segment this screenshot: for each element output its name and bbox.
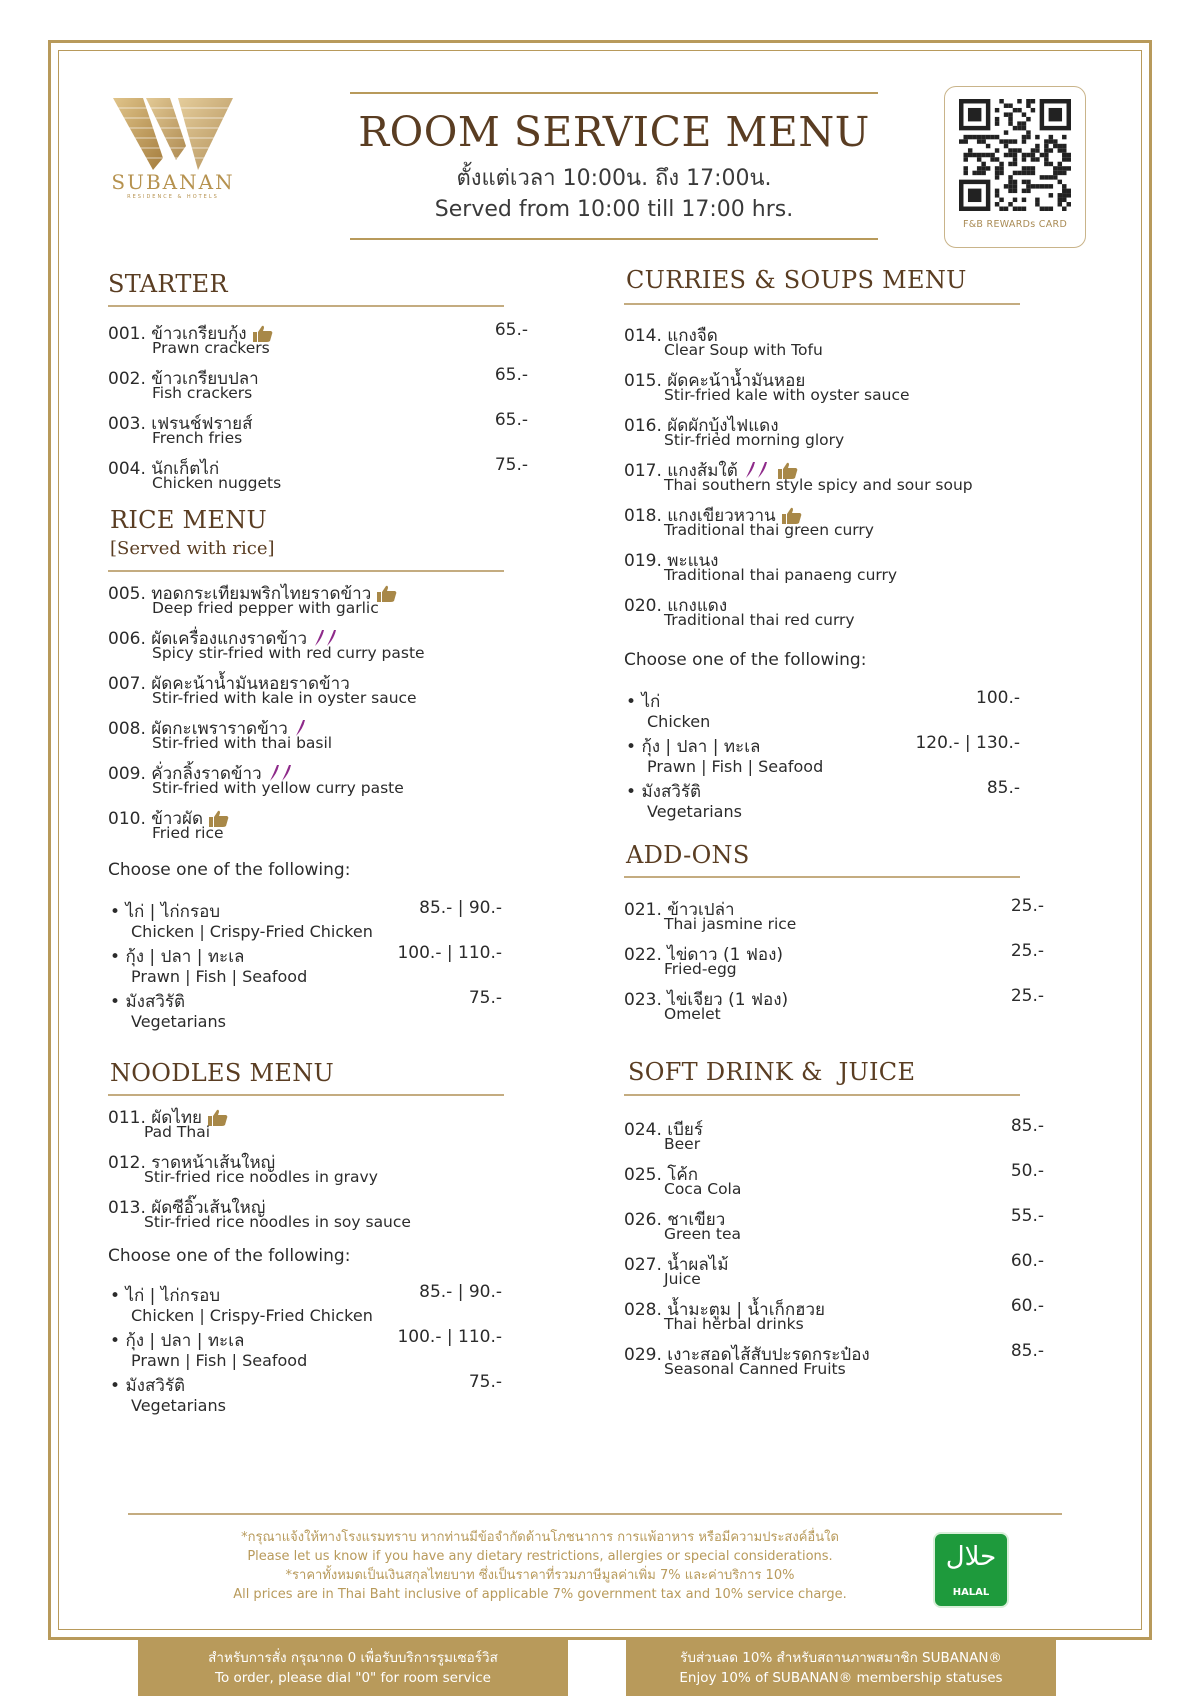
menu-item [624,1296,1044,1340]
option-english: Vegetarians [131,1012,226,1031]
item-english-name: Clear Soup with Tofu [664,341,823,359]
menu-item [108,805,528,849]
curries-title: CURRIES & SOUPS MENU [626,266,967,294]
item-code: 024. [624,1120,662,1140]
item-code: 006. [108,629,146,649]
item-english-name: Thai herbal drinks [664,1315,804,1333]
option-thai-label: กุ้ง | ปลา | ทะเล [125,1331,245,1351]
footer-rule [128,1513,1062,1515]
item-english-name: Prawn crackers [152,339,270,357]
halal-badge-icon [933,1532,1009,1608]
item-english-name: Omelet [664,1005,721,1023]
hours-thai: ตั้งแต่เวลา 10:00น. ถึง 17:00น. [456,166,772,191]
item-english-name: Stir-fried rice noodles in soy sauce [144,1213,411,1231]
item-english-name: Fried rice [152,824,224,842]
option-thai-label: มังสวิรัติ [125,992,186,1012]
option-thai: • กุ้ง | ปลา | ทะเล [110,1331,245,1351]
item-thai-name: ข้าวเกรียบกุ้ง [151,324,247,344]
item-english-name: French fries [152,429,243,447]
item-english-name: Coca Cola [664,1180,742,1198]
item-code: 015. [624,371,662,391]
item-english-name: Beer [664,1135,701,1153]
protein-option [626,733,1020,779]
item-thai-name: ข้าวเปล่า [667,900,735,920]
menu-item [624,941,1044,985]
addons-title: ADD-ONS [626,841,750,869]
item-price: 85.- [1010,1341,1044,1361]
menu-item [624,896,1044,940]
item-english-name: Stir-fried rice noodles in gravy [144,1168,378,1186]
qr-code-icon[interactable] [959,99,1071,211]
addons-rule [624,876,1020,878]
menu-item [624,592,1044,636]
item-code: 005. [108,584,146,604]
protein-option [626,778,1020,824]
recommended-thumb-icon [377,585,397,602]
item-english-name: Stir-fried with thai basil [152,734,333,752]
item-thai-name: พะแนง [667,551,719,571]
membership-banner-th: รับส่วนลด 10% สำหรับสถานภาพสมาชิก SUBANAN® [680,1650,1002,1666]
brand-name: SUBANAN [111,170,235,194]
item-thai-name: ไข่เจียว (1 ฟอง) [667,990,789,1010]
item-thai-name: ราดหน้าเส้นใหญ่ [151,1153,276,1173]
item-thai-name: น้ำมะตูม | น้ำเก็กฮวย [667,1300,825,1320]
item-thai-name: ไข่ดาว (1 ฟอง) [667,945,784,965]
starter-rule [108,305,504,307]
item-english-name: Stir-fried kale with oyster sauce [664,386,910,404]
noodles-rule [108,1094,504,1096]
rice-choose-label: Choose one of the following: [108,860,351,880]
qr-label: F&B REWARDs CARD [962,219,1068,230]
item-thai-name: เฟรนช์ฟรายส์ [151,414,253,434]
item-english-name: Spicy stir-fried with red curry paste [152,644,425,662]
item-code: 020. [624,596,662,616]
drinks-rule [624,1094,1020,1096]
option-thai: • กุ้ง | ปลา | ทะเล [626,737,761,757]
item-english-name: Pad Thai [144,1123,211,1141]
item-english-name: Stir-fried with kale in oyster sauce [152,689,417,707]
item-english-name: Juice [664,1270,701,1288]
option-price: 100.- | 110.- [397,943,502,963]
rewards-qr-card[interactable] [944,86,1086,248]
item-english-name: Traditional thai panaeng curry [664,566,898,584]
option-english: Prawn | Fish | Seafood [131,967,308,986]
drinks-title: SOFT DRINK & JUICE [628,1058,916,1086]
item-code: 013. [108,1198,146,1218]
item-thai-name: แกงส้มใต้ [667,461,738,481]
curries-rule [624,303,1020,305]
item-thai-name: ผัดเครื่องแกงราดข้าว [151,629,308,649]
item-code: 011. [108,1108,146,1128]
item-code: 025. [624,1165,662,1185]
item-english-name: Fish crackers [152,384,253,402]
order-banner [138,1640,568,1696]
item-thai-name: ผัดกะเพราราดข้าว [151,719,288,739]
item-code: 009. [108,764,146,784]
item-english-name: Chicken nuggets [152,474,282,492]
item-thai-name: ผัดซีอิ๊วเส้นใหญ่ [151,1198,266,1218]
protein-option [110,898,502,944]
item-code: 017. [624,461,662,481]
option-thai: • มังสวิรัติ [110,1376,186,1396]
item-code: 007. [108,674,146,694]
item-price: 85.- [1010,1116,1044,1136]
item-thai-name: แกงจืด [667,326,718,346]
option-english: Vegetarians [131,1396,226,1415]
menu-item [108,1104,528,1148]
item-thai-name: ทอดกระเทียมพริกไทยราดข้าว [151,584,372,604]
menu-item [624,412,1044,456]
option-thai-label: กุ้ง | ปลา | ทะเล [641,737,761,757]
order-banner-en: To order, please dial "0" for room service [215,1670,491,1686]
curries-choose-label: Choose one of the following: [624,650,867,670]
item-thai-name: ผัดคะน้าน้ำมันหอย [667,371,806,391]
item-price: 50.- [1010,1161,1044,1181]
menu-item [624,322,1044,366]
menu-item [624,1161,1044,1205]
item-thai-name: เงาะสอดไส้สับปะรดกระป๋อง [667,1345,870,1365]
menu-item [108,580,528,624]
item-thai-name: ผัดคะน้าน้ำมันหอยราดข้าว [151,674,350,694]
option-price: 100.- | 110.- [397,1327,502,1347]
item-thai-name: นักเก็ตไก่ [151,459,220,479]
menu-item [108,1194,528,1238]
menu-item [624,502,1044,546]
brand-tagline: RESIDENCE & HOTELS [127,194,219,200]
option-price: 75.- [468,1372,502,1392]
menu-item [624,457,1044,501]
protein-option [110,943,502,989]
option-thai: • ไก่ [626,692,661,712]
option-thai-label: ไก่ [641,692,661,712]
menu-item [624,1251,1044,1295]
option-price: 100.- [976,688,1020,708]
item-price: 65.- [494,320,528,340]
option-price: 85.- | 90.- [419,898,502,918]
item-english-name: Stir-fried morning glory [664,431,845,449]
item-code: 002. [108,369,146,389]
item-price: 65.- [494,410,528,430]
menu-header [350,92,878,240]
item-code: 023. [624,990,662,1010]
item-thai-name: ผัดไทย [151,1108,202,1128]
option-price: 85.- [986,778,1020,798]
item-price: 65.- [494,365,528,385]
menu-item [108,715,528,759]
option-english: Chicken | Crispy-Fried Chicken [131,922,373,941]
option-price: 120.- | 130.- [915,733,1020,753]
note-price-en: All prices are in Thai Baht inclusive of applicable 7% government tax and 10% service charge. [233,1587,847,1602]
menu-item [624,1341,1044,1385]
item-code: 018. [624,506,662,526]
item-code: 014. [624,326,662,346]
item-english-name: Thai southern style spicy and sour soup [664,476,973,494]
menu-item [108,320,528,364]
item-price: 60.- [1010,1296,1044,1316]
item-price: 75.- [494,455,528,475]
item-thai-name: เบียร์ [667,1120,703,1140]
item-english-name: Thai jasmine rice [664,915,797,933]
option-thai: • ไก่ | ไก่กรอบ [110,1286,221,1306]
option-english: Prawn | Fish | Seafood [647,757,824,776]
protein-option [110,1282,502,1328]
option-thai-label: กุ้ง | ปลา | ทะเล [125,947,245,967]
item-english-name: Seasonal Canned Fruits [664,1360,846,1378]
option-english: Chicken | Crispy-Fried Chicken [131,1306,373,1325]
option-thai: • ไก่ | ไก่กรอบ [110,902,221,922]
item-english-name: Traditional thai green curry [664,521,874,539]
item-english-name: Green tea [664,1225,741,1243]
note-dietary-en: Please let us know if you have any dietary restrictions, allergies or special considerations. [247,1549,833,1564]
item-price: 60.- [1010,1251,1044,1271]
footer-notes [150,1528,930,1604]
item-price: 25.- [1010,941,1044,961]
item-code: 022. [624,945,662,965]
option-thai: • กุ้ง | ปลา | ทะเล [110,947,245,967]
item-code: 003. [108,414,146,434]
menu-item [108,365,528,409]
item-thai-name: ข้าวผัด [151,809,203,829]
item-english-name: Stir-fried with yellow curry paste [152,779,404,797]
rice-rule [108,570,504,572]
noodles-title: NOODLES MENU [110,1059,335,1087]
menu-item [108,410,528,454]
menu-item [108,670,528,714]
item-price: 55.- [1010,1206,1044,1226]
item-code: 028. [624,1300,662,1320]
menu-item [108,455,528,499]
protein-option [110,1327,502,1373]
hours-english: Served from 10:00 till 17:00 hrs. [434,197,794,222]
menu-item [108,760,528,804]
option-thai-label: มังสวิรัติ [125,1376,186,1396]
item-code: 016. [624,416,662,436]
protein-option [110,1372,502,1418]
option-thai: • มังสวิรัติ [110,992,186,1012]
item-thai-name: น้ำผลไม้ [667,1255,729,1275]
order-banner-th: สำหรับการสั่ง กรุณากด 0 เพื่อรับบริการรูมเซอร์วิส [208,1650,498,1666]
halal-arabic: حلال [945,1542,997,1572]
item-code: 012. [108,1153,146,1173]
item-code: 026. [624,1210,662,1230]
item-code: 021. [624,900,662,920]
rice-title: RICE MENU [110,506,268,534]
item-code: 010. [108,809,146,829]
protein-option [110,988,502,1034]
option-english: Chicken [647,712,711,731]
menu-item [108,1149,528,1193]
note-dietary-th: *กรุณาแจ้งให้ทางโรงแรมทราบ หากท่านมีข้อจำกัดด้านโภชนาการ การแพ้อาหาร หรือมีความประสงค์อื่นใด [241,1530,839,1545]
item-code: 004. [108,459,146,479]
recommended-thumb-icon [208,1109,228,1126]
item-code: 029. [624,1345,662,1365]
item-thai-name: แกงเขียวหวาน [667,506,776,526]
membership-banner [626,1640,1056,1696]
item-english-name: Deep fried pepper with garlic [152,599,379,617]
item-thai-name: ชาเขียว [667,1210,726,1230]
item-price: 25.- [1010,986,1044,1006]
option-thai-label: มังสวิรัติ [641,782,702,802]
item-thai-name: แกงแดง [667,596,728,616]
protein-option [626,688,1020,734]
item-thai-name: ผัดผักบุ้งไฟแดง [667,416,779,436]
item-english-name: Fried-egg [664,960,737,978]
menu-item [624,367,1044,411]
rice-subtitle: [Served with rice] [110,538,275,559]
item-thai-name: โค้ก [667,1165,699,1185]
menu-item [624,547,1044,591]
item-code: 019. [624,551,662,571]
option-thai-label: ไก่ | ไก่กรอบ [125,1286,221,1306]
option-price: 85.- | 90.- [419,1282,502,1302]
item-code: 027. [624,1255,662,1275]
option-thai: • มังสวิรัติ [626,782,702,802]
option-price: 75.- [468,988,502,1008]
menu-item [624,986,1044,1030]
option-thai-label: ไก่ | ไก่กรอบ [125,902,221,922]
note-price-th: *ราคาทั้งหมดเป็นเงินสกุลไทยบาท ซึ่งเป็นราคาที่รวมภาษีมูลค่าเพิ่ม 7% และค่าบริการ 10% [285,1568,795,1583]
starter-title: STARTER [108,270,228,298]
option-english: Vegetarians [647,802,742,821]
item-english-name: Traditional thai red curry [664,611,855,629]
page-title: ROOM SERVICE MENU [358,108,870,156]
item-thai-name: คั่วกลิ้งราดข้าว [151,764,262,784]
halal-label: HALAL [952,1587,990,1598]
membership-banner-en: Enjoy 10% of SUBANAN® membership statuses [679,1670,1003,1686]
menu-item [624,1206,1044,1250]
noodles-choose-label: Choose one of the following: [108,1246,351,1266]
item-code: 008. [108,719,146,739]
option-english: Prawn | Fish | Seafood [131,1351,308,1370]
item-code: 001. [108,324,146,344]
item-price: 25.- [1010,896,1044,916]
menu-item [624,1116,1044,1160]
menu-item [108,625,528,669]
item-thai-name: ข้าวเกรียบปลา [151,369,259,389]
